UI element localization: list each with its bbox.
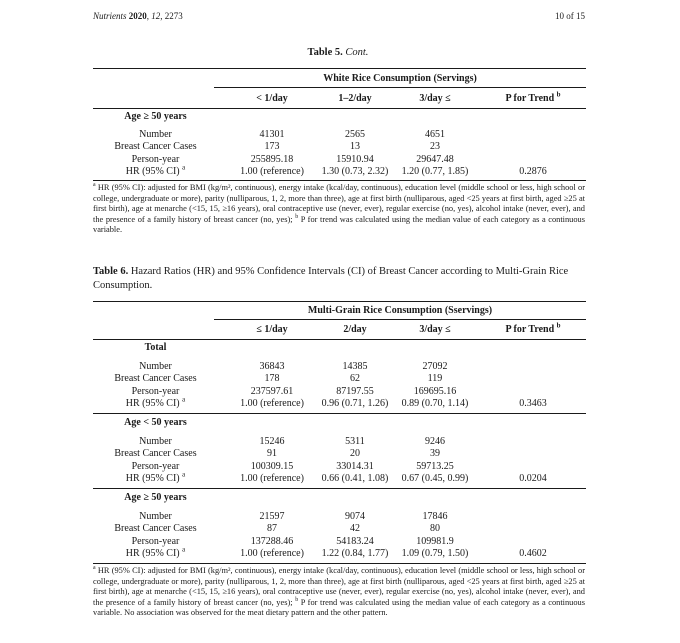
table6-cell: 14385	[342, 361, 368, 372]
table6-caption	[93, 265, 584, 293]
table6-top-rule	[93, 301, 586, 302]
footnote-marker: b	[295, 213, 299, 220]
table6-cell-p-trend: 0.4602	[519, 548, 547, 559]
table6-row-label: Number	[139, 436, 172, 447]
table6-group-rule	[93, 488, 586, 489]
table5-group-label: Age ≥ 50 years	[124, 111, 187, 122]
table6-group-label: Total	[144, 342, 167, 353]
table5-row-label: Number	[139, 129, 172, 140]
table6-cell: 5311	[345, 436, 365, 447]
table5-col-header: < 1/day	[256, 93, 288, 104]
journal-year: 2020	[128, 11, 147, 21]
table6-cell: 0.66 (0.41, 1.08)	[321, 473, 389, 484]
footnote-marker: a	[182, 395, 186, 404]
table6-cell: 100309.15	[250, 461, 294, 472]
table6-caption-text: Hazard Ratios (HR) and 95% Confidence Intervals (CI) of Breast Cancer according to Multi-Grain Rice Consumption.	[93, 266, 569, 291]
table6-cell: 80	[430, 523, 440, 534]
table6-cell: 0.89 (0.70, 1.14)	[401, 398, 469, 409]
table6-row-label: Person-year	[131, 536, 180, 547]
table6-cell: 87197.55	[336, 386, 374, 397]
table6-row-label: Person-year	[131, 386, 180, 397]
table6-col-header: 3/day ≤	[419, 324, 451, 335]
table5-caption-cont: Cont.	[345, 47, 369, 58]
table6-cell: 178	[264, 373, 280, 384]
table5-cell: 1.00 (reference)	[240, 166, 304, 177]
table5-subheader-rule	[214, 87, 586, 88]
table6-row-label: Person-year	[131, 461, 180, 472]
table6-cell: 17846	[422, 511, 448, 522]
table6-cell: 36843	[259, 361, 285, 372]
table6-row-label-hr: HR (95% CI) $^a$	[125, 395, 186, 409]
table6-cell: 169695.16	[413, 386, 457, 397]
table6-cell: 1.00 (reference)	[240, 473, 304, 484]
table6-row-label-hr: HR (95% CI) $^a$	[125, 470, 186, 484]
table6-subheader-rule	[214, 319, 586, 320]
table6-group-label: Age ≥ 50 years	[124, 492, 187, 503]
footnote-marker: a	[182, 163, 186, 172]
table6-cell: 109981.9	[416, 536, 454, 547]
table6-cell: 87	[267, 523, 277, 534]
table6-cell: 0.96 (0.71, 1.26)	[321, 398, 389, 409]
table6-cell: 42	[350, 523, 360, 534]
journal-volume: 12	[151, 11, 161, 21]
table6-row-label: Number	[139, 361, 172, 372]
table6-caption-label: Table 6.	[93, 266, 129, 277]
footnote-marker: a	[182, 470, 186, 479]
table5-cell: 15910.94	[336, 154, 374, 165]
table5-top-rule	[93, 68, 586, 69]
table6-cell: 54183.24	[336, 536, 374, 547]
table6-col-header: 2/day	[343, 324, 367, 335]
table5-caption	[93, 47, 583, 58]
table5-col-header-p-trend: P for Trend $^b$	[505, 90, 561, 104]
journal-name: Nutrients	[93, 11, 127, 21]
table5-row-label: Person-year	[131, 154, 180, 165]
table6-cell: 9246	[425, 436, 445, 447]
table6-cell: 1.09 (0.79, 1.50)	[401, 548, 469, 559]
table6-row-label: Number	[139, 511, 172, 522]
footnote-marker: b	[295, 596, 299, 603]
table5-col-header: 1–2/day	[338, 93, 372, 104]
table6-cell: 9074	[345, 511, 365, 522]
table6-cell: 137288.46	[250, 536, 294, 547]
running-header: Nutrients 2020, 12, 2273	[93, 11, 183, 21]
page-number: 10 of 15	[555, 11, 585, 21]
table6-cell: 1.22 (0.84, 1.77)	[321, 548, 389, 559]
table5-col-header: 3/day ≤	[419, 93, 451, 104]
table5-row-label: Breast Cancer Cases	[114, 141, 197, 152]
table6-cell: 1.00 (reference)	[240, 548, 304, 559]
table6-row-label: Breast Cancer Cases	[114, 373, 197, 384]
footnote-marker: a	[93, 565, 96, 572]
table6-cell: 119	[427, 373, 443, 384]
table6-group-rule	[93, 413, 586, 414]
table5-cell: 29647.48	[416, 154, 454, 165]
table6-cell: 27092	[422, 361, 448, 372]
table5-column-group-title: White Rice Consumption (Servings)	[323, 73, 477, 84]
table6-cell: 1.00 (reference)	[240, 398, 304, 409]
table6-col-header: ≤ 1/day	[256, 324, 288, 335]
table6-cell: 21597	[259, 511, 285, 522]
table5-cell: 1.20 (0.77, 1.85)	[401, 166, 469, 177]
table6-row-label: Breast Cancer Cases	[114, 523, 197, 534]
table6-col-header-p-trend: P for Trend $^b$	[505, 321, 561, 335]
table6-group-label: Age < 50 years	[124, 417, 187, 428]
table5-cell-p-trend: 0.2876	[519, 166, 547, 177]
table5-cell: 173	[264, 141, 280, 152]
article-number: 2273	[164, 11, 183, 21]
table5-footnote: $^a$ HR (95% CI): adjusted for BMI (kg/m², continuous), energy intake (kcal/day, continuous), education level (middle school or less, high school or college, undergraduate or more), parity (nulliparous, 1, 2, more than three), age at first birth (nulliparous, aged <25 years at first birth, aged ≥25 at first birth), age at menarche (<15, 15, ≥16 years), oral contraceptive use (never, ever), regular exercise (no, yes), alcohol intake (never, ever), and the presence of a family history of breast cancer (no, yes); $^b$ P for trend was calculated using the median value of each category as a continuous variable.	[93, 182, 586, 235]
footnote-marker: a	[93, 182, 96, 189]
table6-cell: 39	[430, 448, 440, 459]
table5-cell: 2565	[345, 129, 365, 140]
table5-cell: 1.30 (0.73, 2.32)	[321, 166, 389, 177]
table6-cell: 33014.31	[336, 461, 374, 472]
footnote-marker: a	[182, 545, 186, 554]
table6-bottom-rule	[93, 563, 586, 564]
table6-cell: 15246	[259, 436, 285, 447]
table6-header-rule	[93, 339, 586, 340]
footnote-marker: b	[556, 90, 561, 99]
table5-cell: 23	[430, 141, 440, 152]
table5-row-label-hr: HR (95% CI) $^a$	[125, 163, 186, 177]
table5-header-rule	[93, 108, 586, 109]
table5-cell: 13	[350, 141, 360, 152]
table6-cell: 62	[350, 373, 360, 384]
table6-footnote: $^a$ HR (95% CI): adjusted for BMI (kg/m², continuous), energy intake (kcal/day, continuous), education level (middle school or less, high school or college, undergraduate or more), parity (nulliparous, 1, 2, more than three), age at first birth (nulliparous, aged <25 years at first birth, aged ≥25 at first birth), age at menarche (<15, 15, ≥16 years), oral contraceptive use (never, ever), regular exercise (no, yes), alcohol intake (never, ever), and the presence of a family history of breast cancer (no, yes); $^b$ P for trend was calculated using the median value of each category as a continuous variable. No association was observed for the meat dietary pattern and the other pattern.	[93, 565, 586, 618]
table5-caption-label: Table 5.	[307, 47, 343, 58]
table6-cell: 237597.61	[250, 386, 294, 397]
table6-cell-p-trend: 0.3463	[519, 398, 547, 409]
table5-cell: 255895.18	[250, 154, 294, 165]
footnote-marker: b	[556, 321, 561, 330]
table6-row-label: Breast Cancer Cases	[114, 448, 197, 459]
table6-row-label-hr: HR (95% CI) $^a$	[125, 545, 186, 559]
table5-bottom-rule	[93, 180, 586, 181]
table5-cell: 41301	[259, 129, 285, 140]
table6-column-group-title: Multi-Grain Rice Consumption (Sservings)	[307, 305, 493, 316]
table6-cell: 0.67 (0.45, 0.99)	[401, 473, 469, 484]
table6-cell: 91	[267, 448, 277, 459]
table6-cell: 20	[350, 448, 360, 459]
table5-cell: 4651	[425, 129, 445, 140]
table6-cell-p-trend: 0.0204	[519, 473, 547, 484]
table6-cell: 59713.25	[416, 461, 454, 472]
